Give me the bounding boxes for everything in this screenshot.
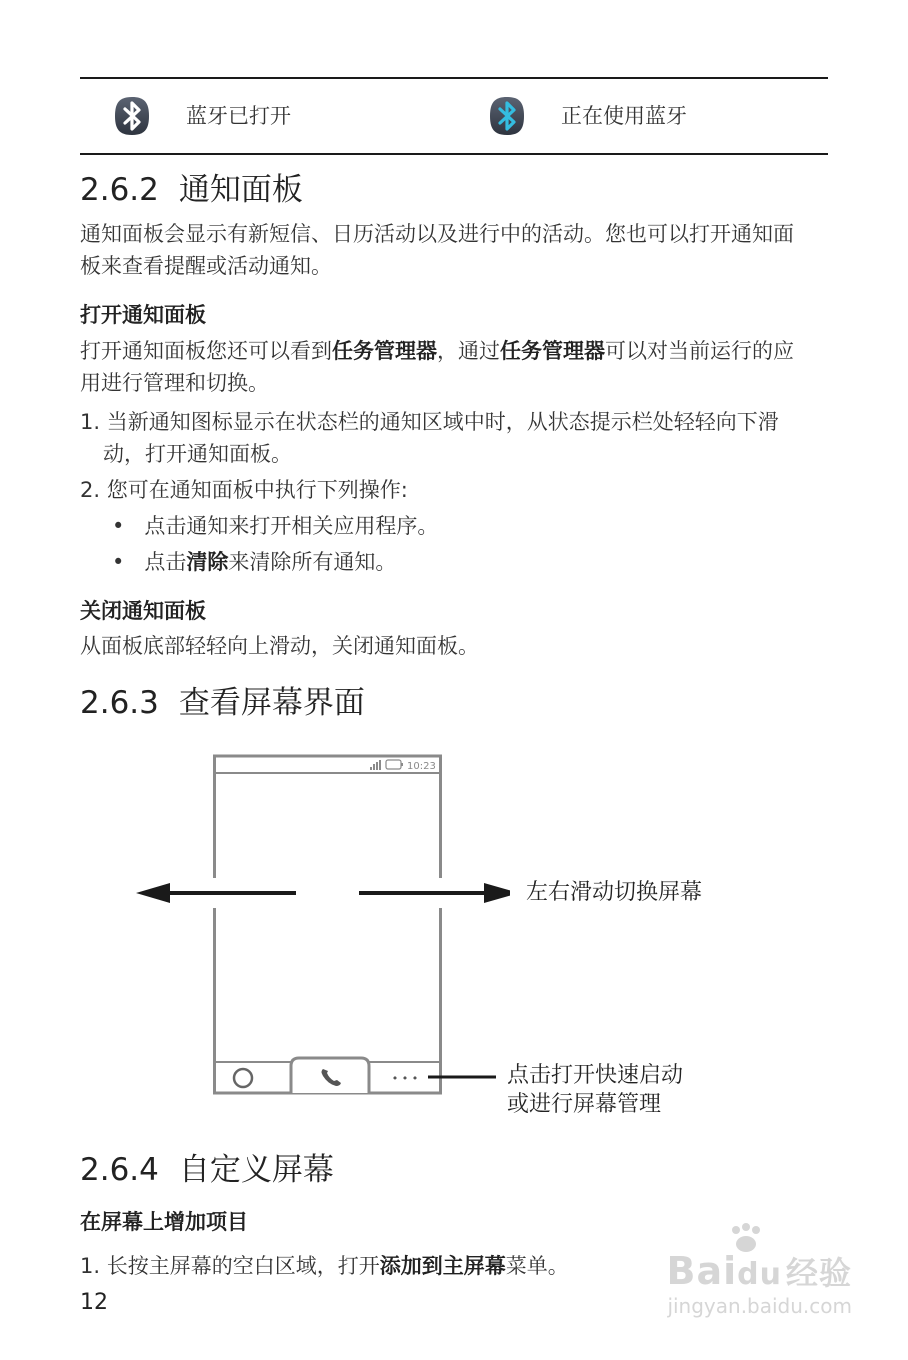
notification-intro-line2: 板来查看提醒或活动通知。	[80, 254, 332, 278]
bluetooth-in-use-label: 正在使用蓝牙	[561, 104, 687, 128]
bluetooth-in-use-icon	[489, 96, 525, 136]
open-panel-heading: 打开通知面板	[80, 303, 206, 327]
bluetooth-on-label: 蓝牙已打开	[186, 104, 291, 128]
paw-watermark-icon	[726, 1222, 766, 1256]
close-panel-heading: 关闭通知面板	[80, 599, 206, 623]
bluetooth-on-icon	[114, 96, 150, 136]
table-bottom-rule	[80, 153, 828, 155]
section-heading-2-6-3: 2.6.3 查看屏幕界面	[80, 685, 365, 721]
bullet-item-2: • 点击清除来清除所有通知。	[112, 550, 397, 574]
home-screen-diagram	[130, 750, 510, 1100]
bullet-item-1: • 点击通知来打开相关应用程序。	[112, 514, 439, 538]
add-step1: 1. 长按主屏幕的空白区域，打开添加到主屏幕菜单。	[80, 1254, 569, 1278]
more-dots-icon: • • •	[391, 1072, 419, 1085]
swipe-callout: 左右滑动切换屏幕	[526, 880, 703, 905]
table-top-rule	[80, 77, 828, 79]
open-panel-text-line2: 用进行管理和切换。	[80, 371, 269, 395]
baidu-watermark-logo: Baidu 经验	[666, 1249, 852, 1293]
step2: 2. 您可在通知面板中执行下列操作:	[80, 478, 408, 502]
status-time: 10:23	[407, 761, 436, 772]
close-panel-text: 从面板底部轻轻向上滑动，关闭通知面板。	[80, 634, 479, 658]
open-panel-text: 打开通知面板您还可以看到任务管理器，通过任务管理器可以对当前运行的应	[80, 339, 794, 363]
menu-callout-line2: 或进行屏幕管理	[507, 1092, 662, 1117]
notification-intro-line1: 通知面板会显示有新短信、日历活动以及进行中的活动。您也可以打开通知面	[80, 222, 794, 246]
watermark-url: jingyan.baidu.com	[667, 1294, 852, 1318]
page-number: 12	[80, 1290, 108, 1315]
section-heading-2-6-2: 2.6.2 通知面板	[80, 172, 303, 208]
menu-callout-line1: 点击打开快速启动	[507, 1063, 684, 1088]
step1-line1: 1. 当新通知图标显示在状态栏的通知区域中时，从状态提示栏处轻轻向下滑	[80, 410, 779, 434]
step1-line2: 动，打开通知面板。	[103, 442, 292, 466]
add-items-heading: 在屏幕上增加项目	[80, 1210, 248, 1234]
section-heading-2-6-4: 2.6.4 自定义屏幕	[80, 1152, 334, 1188]
